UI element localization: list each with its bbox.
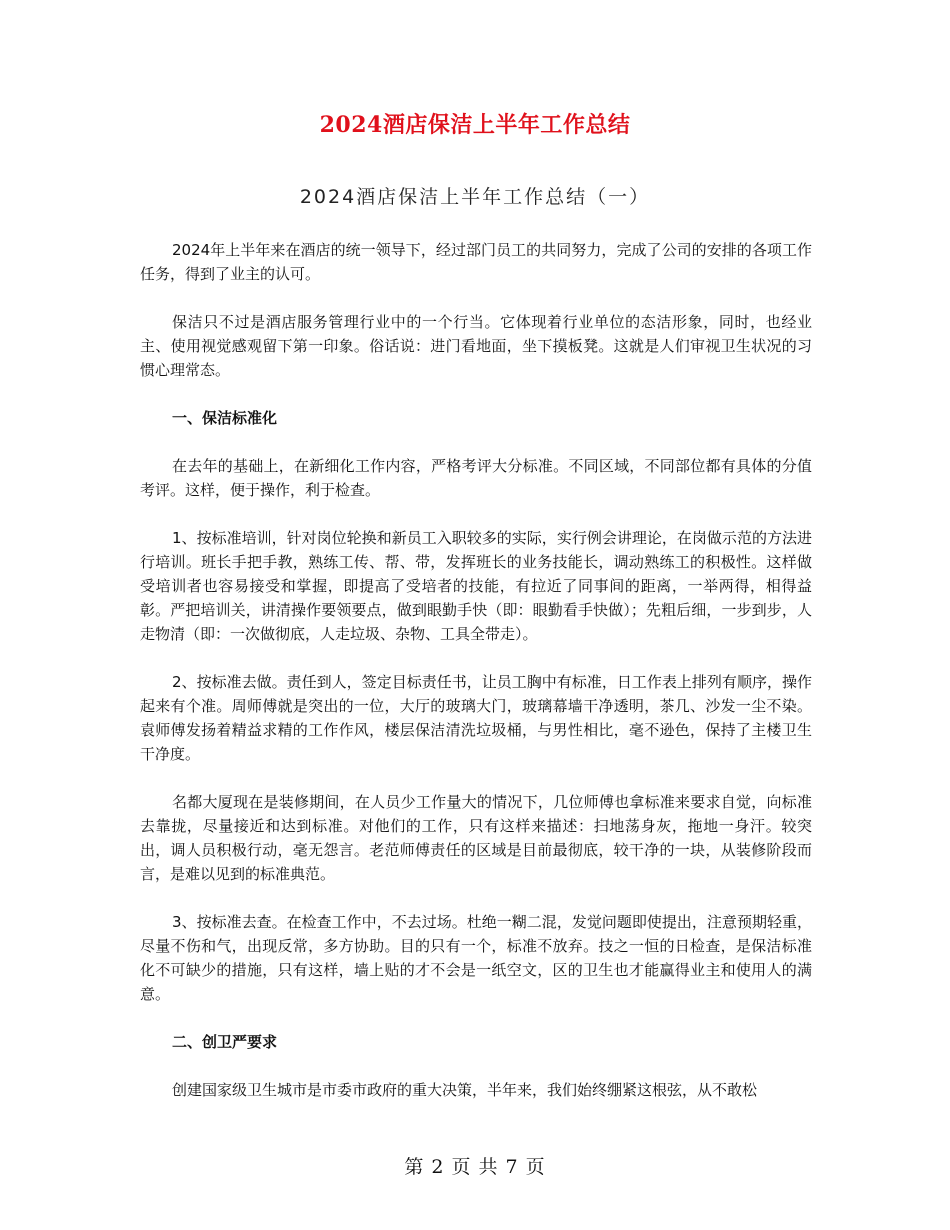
- paragraph-training: 1、按标准培训，针对岗位轮换和新员工入职较多的实际，实行例会讲理论，在岗做示范的方法进行培训。班长手把手教，熟练工传、帮、带，发挥班长的业务技能长，调动熟练工的积极性。这样做受培训者也容易接受和掌握，即提高了受培者的技能，有拉近了同事间的距离，一举两得，相得益彰。严把培训关，讲清操作要领要点，做到眼勤手快（即：眼勤看手快做）；先粗后细，一步到步，人走物清（即：一次做彻底，人走垃圾、杂物、工具全带走）。: [140, 529, 812, 643]
- paragraph-sanitary-city: 创建国家级卫生城市是市委市政府的重大决策，半年来，我们始终绷紧这根弦，从不敢松: [172, 1081, 758, 1099]
- document-subtitle: 2024酒店保洁上半年工作总结（一）: [299, 186, 651, 208]
- paragraph-inspection: 3、按标准去查。在检查工作中，不去过场。杜绝一糊二混，发觉问题即使提出，注意预期轻重，尽量不伤和气，出现反常，多方协助。目的只有一个，标准不放弃。技之一恒的日检查，是保洁标准化不可缺少的措施，只有这样，墙上贴的才不会是一纸空文，区的卫生也才能赢得业主和使用人的满意。: [140, 913, 812, 1003]
- paragraph-renovation-period: 名都大厦现在是装修期间，在人员少工作量大的情况下，几位师傅也拿标准来要求自觉，向标准去靠拢，尽量接近和达到标准。对他们的工作，只有这样来描述：扫地荡身灰，拖地一身汗。较突出，调人员积极行动，毫无怨言。老范师傅责任的区域是目前最彻底，较干净的一块，从装修阶段而言，是难以见到的标准典范。: [140, 793, 812, 883]
- section-heading-standardization: 一、保洁标准化: [172, 409, 278, 427]
- paragraph-execution: 2、按标准去做。责任到人，签定目标责任书，让员工胸中有标准，日工作表上排列有顺序，操作起来有个准。周师傅就是突出的一位，大厅的玻璃大门，玻璃幕墙干净透明，茶几、沙发一尘不染。袁师傅发扬着精益求精的工作作风，楼层保洁清洗垃圾桶，与男性相比，毫不逊色，保持了主楼卫生干净度。: [140, 673, 812, 763]
- paragraph-cleaning-role: 保洁只不过是酒店服务管理行业中的一个行当。它体现着行业单位的态洁形象，同时，也经业主、使用视觉感观留下第一印象。俗话说：进门看地面，坐下摸板凳。这就是人们审视卫生状况的习惯心理常态。: [140, 313, 812, 379]
- page-number-footer: 第 2 页 共 7 页: [404, 1156, 546, 1178]
- document-body: [140, 238, 812, 1126]
- document-title: 2024酒店保洁上半年工作总结: [319, 112, 631, 138]
- paragraph-intro: 2024年上半年来在酒店的统一领导下，经过部门员工的共同努力，完成了公司的安排的各项工作任务，得到了业主的认可。: [140, 241, 812, 283]
- paragraph-standards-basis: 在去年的基础上，在新细化工作内容，严格考评大分标准。不同区域，不同部位都有具体的分值考评。这样，便于操作，利于检查。: [140, 457, 812, 499]
- section-heading-sanitation: 二、创卫严要求: [172, 1033, 278, 1051]
